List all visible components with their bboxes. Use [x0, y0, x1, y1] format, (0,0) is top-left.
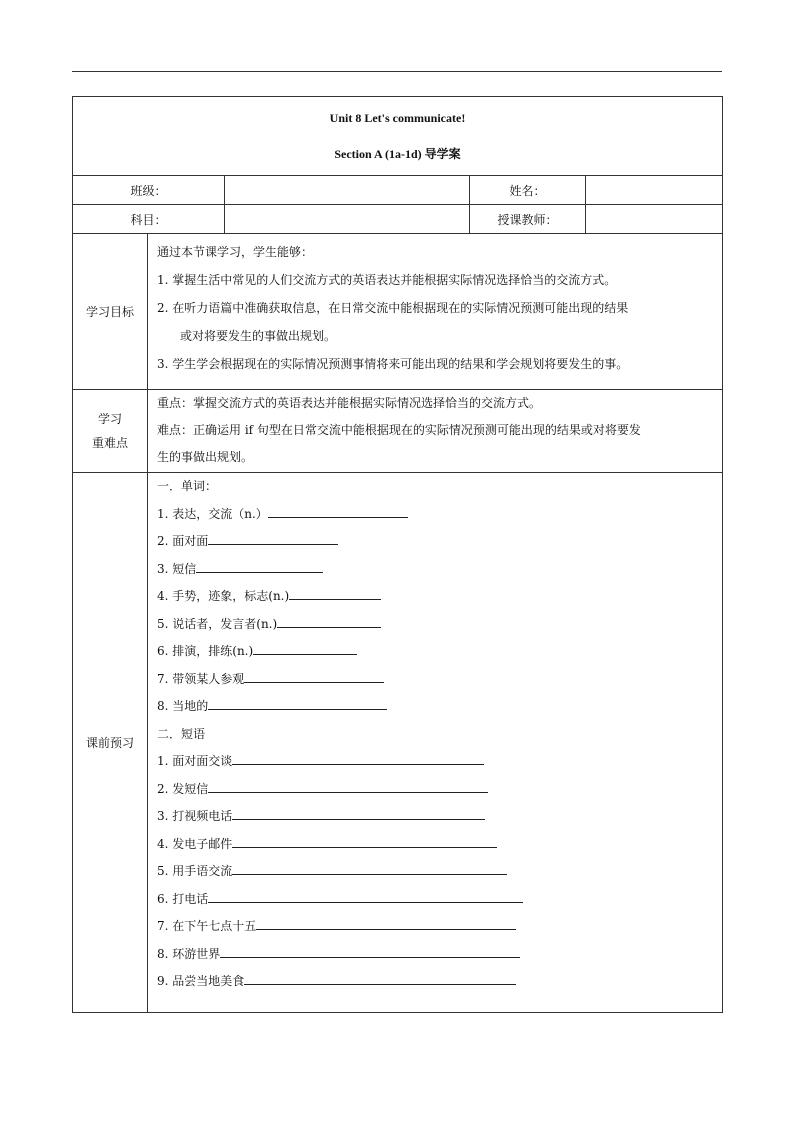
answer-blank[interactable] [268, 503, 408, 518]
difficulty-text-continued: 生的事做出规划。 [157, 450, 254, 464]
phrases-heading: 二．短语 [157, 726, 206, 741]
phrase-item: 2. 发短信 [157, 776, 714, 804]
teacher-label: 授课教师： [470, 205, 586, 234]
name-field[interactable] [586, 176, 723, 205]
answer-blank[interactable] [289, 585, 381, 600]
phrase-item: 8. 环游世界 [157, 941, 714, 969]
preview-label: 课前预习 [73, 473, 148, 1013]
class-field[interactable] [225, 176, 470, 205]
phrase-item: 1. 面对面交谈 [157, 748, 714, 776]
answer-blank[interactable] [253, 640, 357, 655]
word-item: 2. 面对面 [157, 528, 714, 556]
key-points-label [73, 390, 148, 473]
answer-blank[interactable] [232, 860, 507, 875]
objectives-intro: 通过本节课学习，学生能够： [157, 245, 314, 259]
answer-blank[interactable] [232, 805, 485, 820]
section-title: Section A (1a-1d) 导学案 [334, 147, 461, 161]
focus-text: 重点：掌握交流方式的英语表达并能根据实际情况选择恰当的交流方式。 [157, 396, 542, 410]
phrase-item: 6. 打电话 [157, 886, 714, 914]
phrase-item: 3. 打视频电话 [157, 803, 714, 831]
subject-label: 科目： [73, 205, 225, 234]
word-item: 8. 当地的 [157, 693, 714, 721]
word-item: 6. 排演，排练(n.) [157, 638, 714, 666]
preview-content [148, 473, 723, 1013]
word-item: 5. 说话者，发言者(n.) [157, 611, 714, 639]
answer-blank[interactable] [208, 530, 338, 545]
words-heading: 一．单词： [157, 479, 218, 493]
answer-blank[interactable] [208, 778, 488, 793]
key-points-label-line1: 学习 [97, 412, 122, 426]
phrase-item: 9. 品尝当地美食 [157, 968, 714, 996]
answer-blank[interactable] [244, 970, 516, 985]
name-label: 姓名： [470, 176, 586, 205]
word-item: 3. 短信 [157, 556, 714, 584]
objective-item: 2. 在听力语篇中准确获取信息，在日常交流中能根据现在的实际情况预测可能出现的结果 [157, 301, 629, 315]
class-label: 班级： [73, 176, 225, 205]
objectives-content [148, 234, 723, 390]
objective-item: 3. 学生学会根据现在的实际情况预测事情将来可能出现的结果和学会规划将要发生的事。 [157, 357, 629, 371]
objectives-label: 学习目标 [73, 234, 148, 390]
unit-title: Unit 8 Let's communicate! [329, 111, 466, 125]
answer-blank[interactable] [196, 558, 323, 573]
subject-field[interactable] [225, 205, 470, 234]
phrase-item: 4. 发电子邮件 [157, 831, 714, 859]
objective-item-continued: 或对将要发生的事做出规划。 [180, 329, 337, 343]
phrase-item: 5. 用手语交流 [157, 858, 714, 886]
word-item: 4. 手势，迹象，标志(n.) [157, 583, 714, 611]
word-item: 7. 带领某人参观 [157, 666, 714, 694]
key-points-label-line2: 重难点 [91, 436, 128, 450]
answer-blank[interactable] [208, 695, 387, 710]
answer-blank[interactable] [244, 668, 384, 683]
word-item: 1. 表达，交流（n.） [157, 501, 714, 529]
answer-blank[interactable] [232, 833, 497, 848]
answer-blank[interactable] [220, 943, 520, 958]
phrase-item: 7. 在下午七点十五 [157, 913, 714, 941]
answer-blank[interactable] [208, 888, 523, 903]
answer-blank[interactable] [277, 613, 381, 628]
teacher-field[interactable] [586, 205, 723, 234]
header-rule [72, 71, 722, 72]
answer-blank[interactable] [256, 915, 516, 930]
worksheet-table [72, 96, 723, 1013]
title-cell [73, 97, 723, 176]
objective-item: 1. 掌握生活中常见的人们交流方式的英语表达并能根据实际情况选择恰当的交流方式。 [157, 273, 617, 287]
key-points-content [148, 390, 723, 473]
difficulty-text: 难点：正确运用 if 句型在日常交流中能根据现在的实际情况预测可能出现的结果或对将要发 [157, 423, 641, 437]
answer-blank[interactable] [232, 750, 484, 765]
